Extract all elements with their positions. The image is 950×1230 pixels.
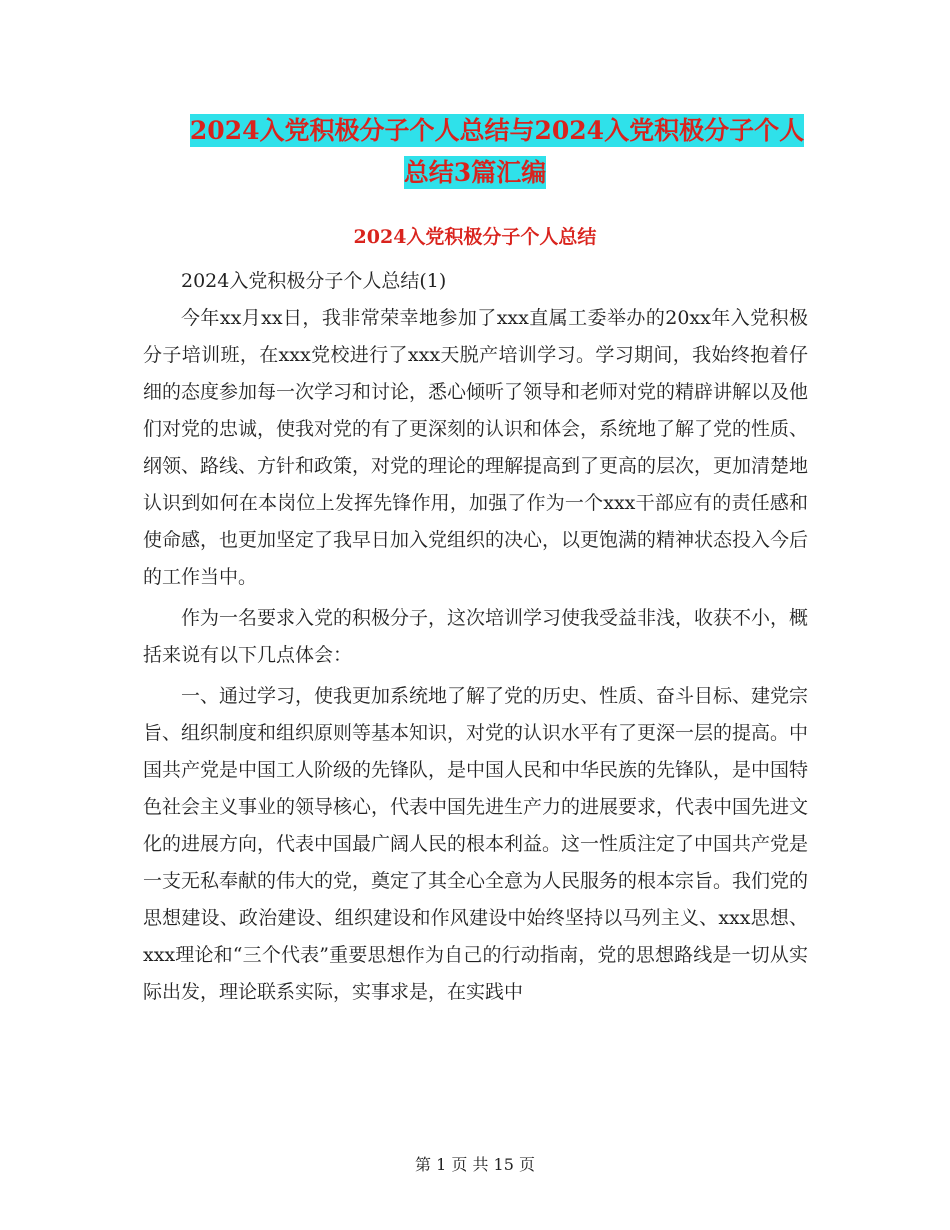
document-body — [143, 263, 808, 1011]
paragraph: 今年xx月xx日，我非常荣幸地参加了xxx直属工委举办的20xx年入党积极分子培训班，在xxx党校进行了xxx天脱产培训学习。学习期间，我始终抱着仔细的态度参加每一次学习和讨论，悉心倾听了领导和老师对党的精辟讲解以及他们对党的忠诚，使我对党的有了更深刻的认识和体会，系统地了解了党的性质、纲领、路线、方针和政策，对党的理论的理解提高到了更高的层次，更加清楚地认识到如何在本岗位上发挥先锋作用，加强了作为一个xxx干部应有的责任感和使命感，也更加坚定了我早日加入党组织的决心，以更饱满的精神状态投入今后的工作当中。 — [143, 307, 809, 588]
title-line-2: 总结3篇汇编 — [403, 158, 547, 187]
paragraph: 一、通过学习，使我更加系统地了解了党的历史、性质、奋斗目标、建党宗旨、组织制度和组织原则等基本知识，对党的认识水平有了更深一层的提高。中国共产党是中国工人阶级的先锋队，是中国人民和中华民族的先锋队，是中国特色社会主义事业的领导核心，代表中国先进生产力的进展要求，代表中国先进文化的进展方向，代表中国最广阔人民的根本利益。这一性质注定了中国共产党是一支无私奉献的伟大的党，奠定了其全心全意为人民服务的根本宗旨。我们党的思想建设、政治建设、组织建设和作风建设中始终坚持以马列主义、xxx思想、xxx理论和“三个代表”重要思想作为自己的行动指南，党的思想路线是一切从实际出发，理论联系实际，实事求是，在实践中 — [143, 685, 809, 1003]
title-line-1: 2024入党积极分子个人总结与2024入党积极分子个人 — [189, 116, 805, 145]
section-title: 2024入党积极分子个人总结 — [353, 226, 597, 248]
paragraph-heading: 2024入党积极分子个人总结(1) — [181, 270, 447, 292]
page-footer: 第 1 页 共 15 页 — [415, 1155, 535, 1174]
paragraph: 作为一名要求入党的积极分子，这次培训学习使我受益非浅，收获不小，概括来说有以下几点体会： — [143, 607, 809, 666]
